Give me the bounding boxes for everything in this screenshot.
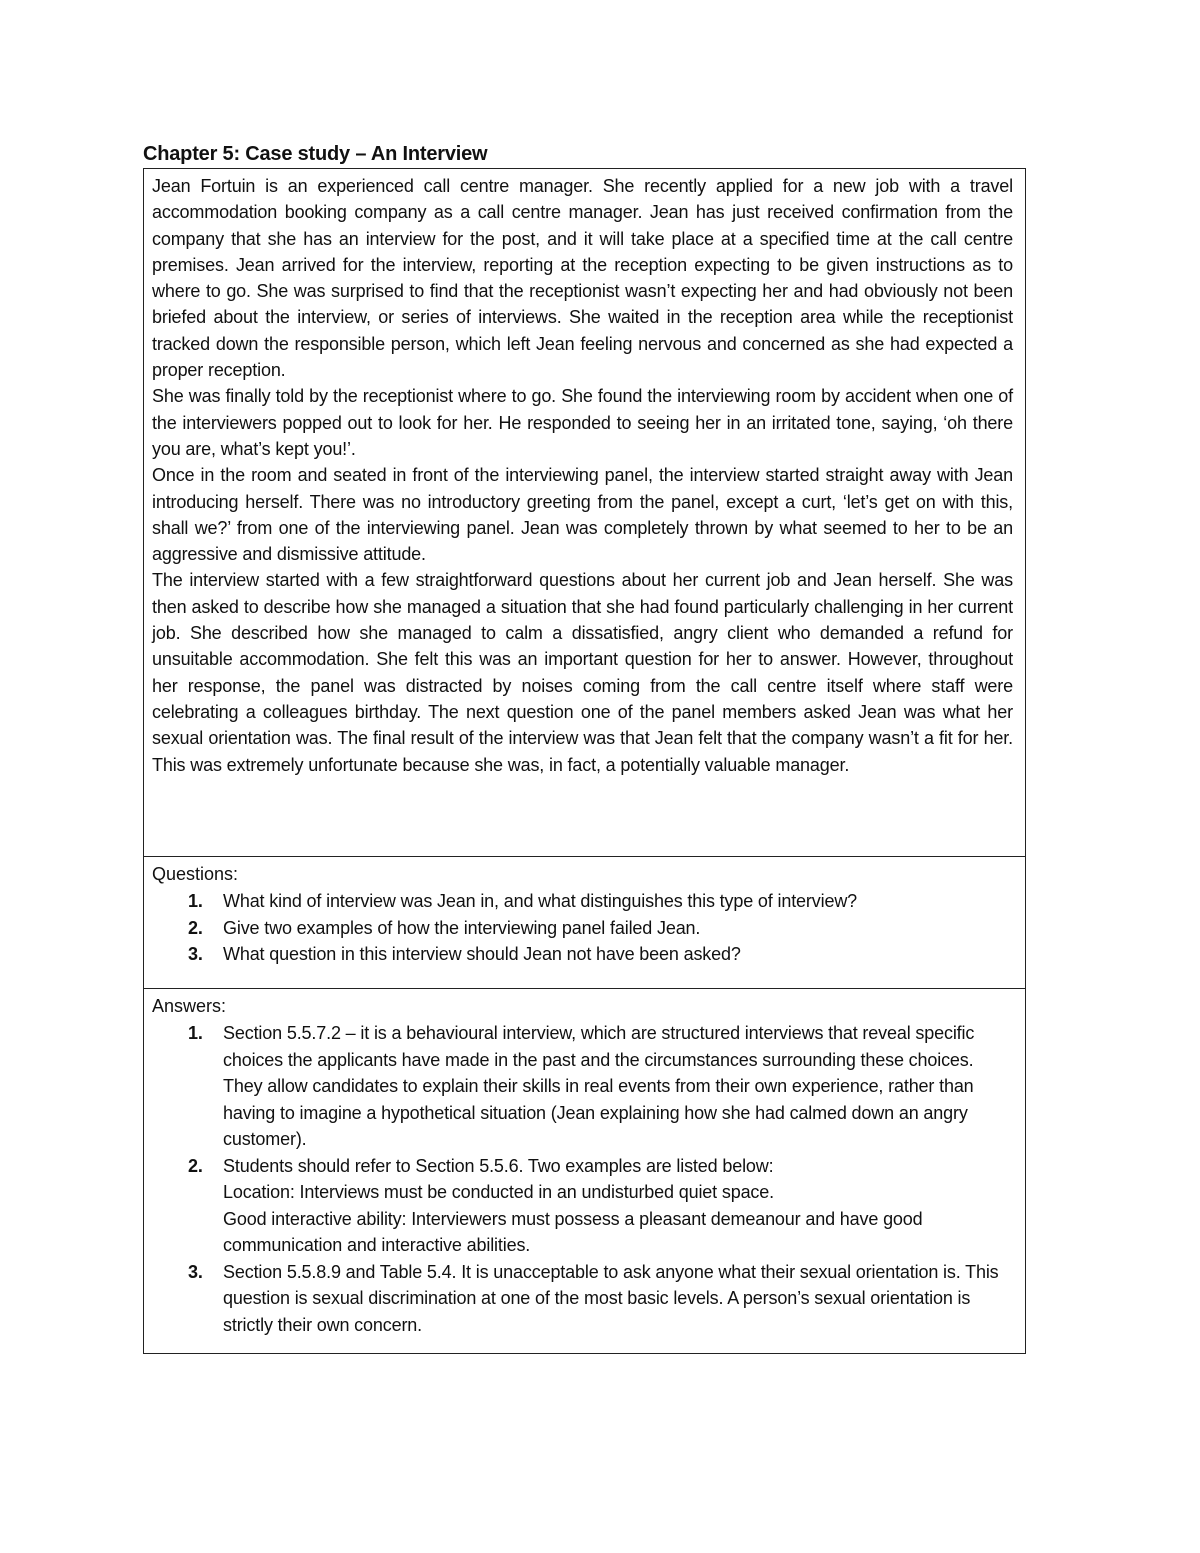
question-number: 1. <box>188 891 203 911</box>
answer-number: 2. <box>188 1155 203 1176</box>
questions-cell <box>144 857 1026 989</box>
question-number: 3. <box>188 944 203 964</box>
questions-list <box>152 888 1013 968</box>
answer-item <box>152 1259 1013 1339</box>
answer-item <box>152 1153 1013 1259</box>
answer-number: 1. <box>188 1023 203 1043</box>
story-paragraph: The interview started with a few straightforward questions about her current job and Jean herself. She was then asked to describe how she managed a situation that she had found particularly challenging in her current job. She described how she managed to calm a dissatisfied, angry client who demanded a refund for unsuitable accommodation. She felt this was an important question for her to answer. However, throughout her response, the panel was distracted by noises coming from the call centre itself where staff were celebrating a colleagues birthday. The next question one of the panel members asked Jean was what her sexual orientation was. The final result of the interview was that Jean felt that the company wasn’t a fit for her. This was extremely unfortunate because she was, in fact, a potentially valuable manager. <box>152 570 1013 775</box>
case-study-table <box>143 168 1026 1354</box>
case-story-cell <box>144 169 1026 857</box>
answer-item <box>152 1020 1013 1153</box>
answer-text: Good interactive ability: Interviewers must possess a pleasant demeanour and have good communication and interactive abilities. <box>223 1208 923 1255</box>
question-item <box>152 941 1013 968</box>
answer-text: Section 5.5.8.9 and Table 5.4. It is unacceptable to ask anyone what their sexual orientation is. This question is sexual discrimination at one of the most basic levels. A person’s sexual orientation is strictly their own concern. <box>223 1261 999 1335</box>
question-text: What kind of interview was Jean in, and what distinguishes this type of interview? <box>223 891 858 911</box>
question-text: Give two examples of how the interviewing panel failed Jean. <box>223 917 701 938</box>
answer-text: Students should refer to Section 5.5.6. Two examples are listed below: <box>223 1155 774 1176</box>
answer-text: Section 5.5.7.2 – it is a behavioural interview, which are structured interviews that reveal specific choices the applicants have made in the past and the circumstances surrounding these choices. They allow candidates to explain their skills in real events from their own experience, rather than having to imagine a hypothetical situation (Jean explaining how she had calmed down an angry customer). <box>223 1023 975 1149</box>
chapter-title: Chapter 5: Case study – An Interview <box>143 143 488 165</box>
question-number: 2. <box>188 917 203 938</box>
story-paragraph: She was finally told by the receptionist where to go. She found the interviewing room by accident when one of the interviewers popped out to look for her. He responded to seeing her in an irritated tone, saying, ‘oh there you are, what’s kept you!’. <box>152 386 1013 459</box>
question-item <box>152 915 1013 942</box>
question-item <box>152 888 1013 915</box>
story-paragraph: Once in the room and seated in front of the interviewing panel, the interview started straight away with Jean introducing herself. There was no introductory greeting from the panel, except a curt, ‘let’s get on with this, shall we?’ from one of the interviewing panel. Jean was completely thrown by what seemed to her to be an aggressive and dismissive attitude. <box>152 465 1013 565</box>
story-paragraph: Jean Fortuin is an experienced call centre manager. She recently applied for a new job with a travel accommodation booking company as a call centre manager. Jean has just received confirmation from the company that she has an interview for the post, and it will take place at a specified time at the call centre premises. Jean arrived for the interview, reporting at the reception expecting to be given instructions as to where to go. She was surprised to find that the receptionist wasn’t expecting her and had obviously not been briefed about the interview, or series of interviews. She waited in the reception area while the receptionist tracked down the responsible person, which left Jean feeling nervous and concerned as she had expected a proper reception. <box>152 176 1013 381</box>
answer-text: Location: Interviews must be conducted in an undisturbed quiet space. <box>223 1182 774 1202</box>
question-text: What question in this interview should Jean not have been asked? <box>223 944 741 964</box>
answer-number: 3. <box>188 1261 203 1282</box>
questions-label: Questions: <box>152 864 239 884</box>
answers-cell <box>144 989 1026 1354</box>
answers-label: Answers: <box>152 996 227 1016</box>
answers-list <box>152 1020 1013 1338</box>
